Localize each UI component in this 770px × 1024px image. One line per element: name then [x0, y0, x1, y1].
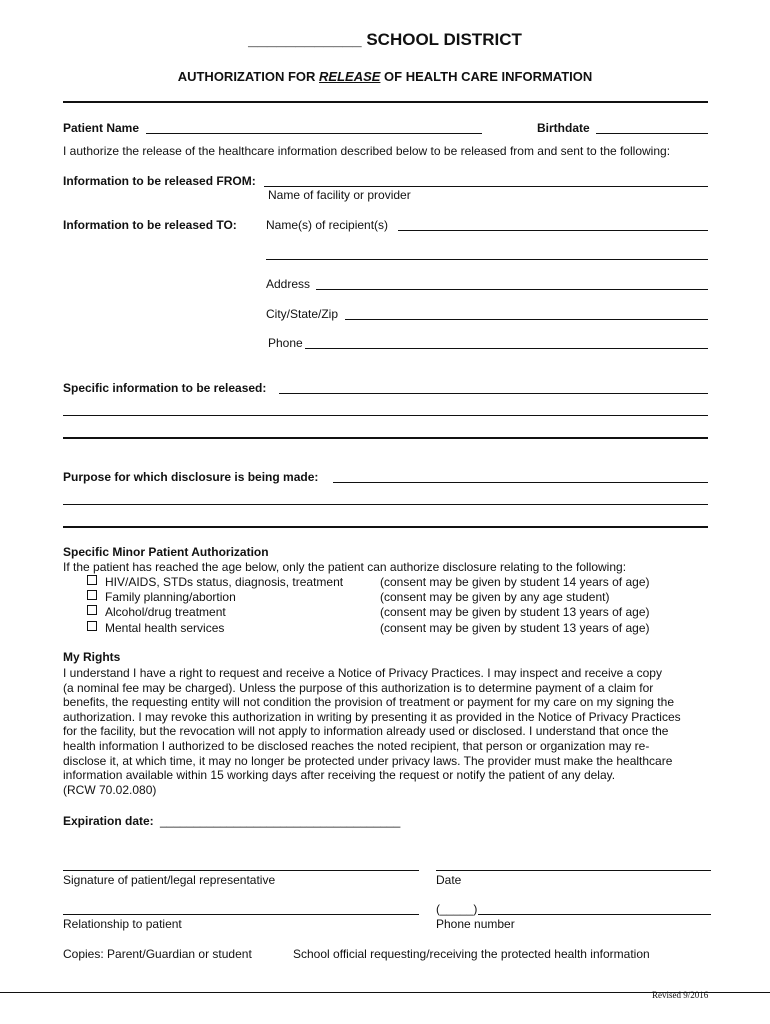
minor-heading: Specific Minor Patient Authorization: [63, 545, 269, 559]
rights-line: disclose it, at which time, it may no longer be protected under privacy laws. The provider must make the healthcare: [63, 754, 673, 768]
rights-line: benefits, the requesting entity will not condition the provision of treatment or payment for my care on my signing the: [63, 695, 674, 709]
birthdate-label: Birthdate: [537, 121, 590, 135]
to-label: Information to be released TO:: [63, 218, 237, 232]
district-title: [0, 30, 770, 50]
minor-item-consent: (consent may be given by any age student): [380, 590, 610, 604]
rights-line: information available within 15 working days after receiving the request or notify the patient of any delay.: [63, 768, 616, 782]
relationship-label: Relationship to patient: [63, 917, 182, 931]
subtitle-post: OF HEALTH CARE INFORMATION: [380, 69, 593, 84]
rights-line: (a nominal fee may be charged). Unless the purpose of this authorization is to determine payment of a claim for: [63, 681, 654, 695]
address-label: Address: [266, 277, 311, 291]
date-label: Date: [436, 873, 462, 887]
birthdate-field[interactable]: [596, 133, 708, 134]
specific-info-field[interactable]: [279, 393, 708, 394]
subtitle-pre: AUTHORIZATION FOR: [177, 69, 320, 84]
recipients-field-2[interactable]: [266, 259, 708, 260]
minor-item-label: Alcohol/drug treatment: [105, 605, 226, 619]
from-hint: Name of facility or provider: [268, 188, 411, 202]
minor-item-consent: (consent may be given by student 13 years of age): [380, 605, 650, 619]
expiration-label: Expiration date:: [63, 814, 154, 828]
recipients-label: Name(s) of recipient(s): [266, 218, 389, 232]
family-planning-checkbox[interactable]: [87, 590, 97, 600]
city-field[interactable]: [345, 319, 708, 320]
district-name: SCHOOL DISTRICT: [366, 30, 522, 49]
city-label: City/State/Zip: [266, 307, 339, 321]
form-subtitle: [0, 69, 770, 84]
from-label: Information to be released FROM:: [63, 174, 256, 188]
rights-heading: My Rights: [63, 650, 121, 664]
patient-name-label: Patient Name: [63, 121, 140, 135]
purpose-field-3[interactable]: [63, 526, 708, 528]
rights-line: (RCW 70.02.080): [63, 783, 157, 797]
relationship-field[interactable]: [63, 914, 419, 915]
rights-line: authorization. I may revoke this authorization in writing by presenting it as provided in the Notice of Privacy Practices: [63, 710, 681, 724]
alcohol-drug-checkbox[interactable]: [87, 605, 97, 615]
minor-item-label: HIV/AIDS, STDs status, diagnosis, treatment: [105, 575, 344, 589]
header-divider: [63, 101, 708, 103]
hiv-checkbox[interactable]: [87, 575, 97, 585]
copies-school: School official requesting/receiving the protected health information: [293, 947, 650, 961]
recipients-field[interactable]: [398, 230, 708, 231]
phone-number-label: Phone number: [436, 917, 515, 931]
rights-line: for the facility, but the revocation will not apply to information already used or disclosed. I understand that once the: [63, 724, 669, 738]
purpose-field-2[interactable]: [63, 504, 708, 505]
authorize-statement: I authorize the release of the healthcare information described below to be released from and sent to the following:: [63, 144, 671, 158]
purpose-label: Purpose for which disclosure is being made:: [63, 470, 319, 484]
purpose-field[interactable]: [333, 482, 708, 483]
signature-field[interactable]: [63, 870, 419, 871]
phone-area-code[interactable]: (_____): [436, 902, 478, 916]
specific-info-field-2[interactable]: [63, 415, 708, 416]
address-field[interactable]: [316, 289, 708, 290]
phone-field[interactable]: [305, 348, 708, 349]
minor-intro: If the patient has reached the age below, only the patient can authorize disclosure relating to the following:: [63, 560, 627, 574]
expiration-field[interactable]: ____________________________________: [160, 814, 401, 828]
minor-item-consent: (consent may be given by student 13 years of age): [380, 621, 650, 635]
district-blank: ____________: [248, 30, 362, 49]
rights-line: I understand I have a right to request and receive a Notice of Privacy Practices. I may inspect and receive a copy: [63, 666, 662, 680]
rights-line: health information I authorized to be disclosed reaches the noted recipient, that person or organization may re-: [63, 739, 650, 753]
specific-info-label: Specific information to be released:: [63, 381, 267, 395]
date-field[interactable]: [436, 870, 711, 871]
from-field[interactable]: [264, 186, 708, 187]
specific-info-field-3[interactable]: [63, 437, 708, 439]
signature-label: Signature of patient/legal representative: [63, 873, 276, 887]
copies-label: Copies: Parent/Guardian or student: [63, 947, 252, 961]
subtitle-emphasis: RELEASE: [319, 69, 381, 84]
revised-date: Revised 9/2016: [652, 990, 709, 1000]
phone-number-field[interactable]: [478, 914, 711, 915]
mental-health-checkbox[interactable]: [87, 621, 97, 631]
phone-label: Phone: [268, 336, 303, 350]
minor-item-label: Family planning/abortion: [105, 590, 236, 604]
minor-item-label: Mental health services: [105, 621, 225, 635]
patient-name-field[interactable]: [146, 133, 482, 134]
minor-item-consent: (consent may be given by student 14 years of age): [380, 575, 650, 589]
